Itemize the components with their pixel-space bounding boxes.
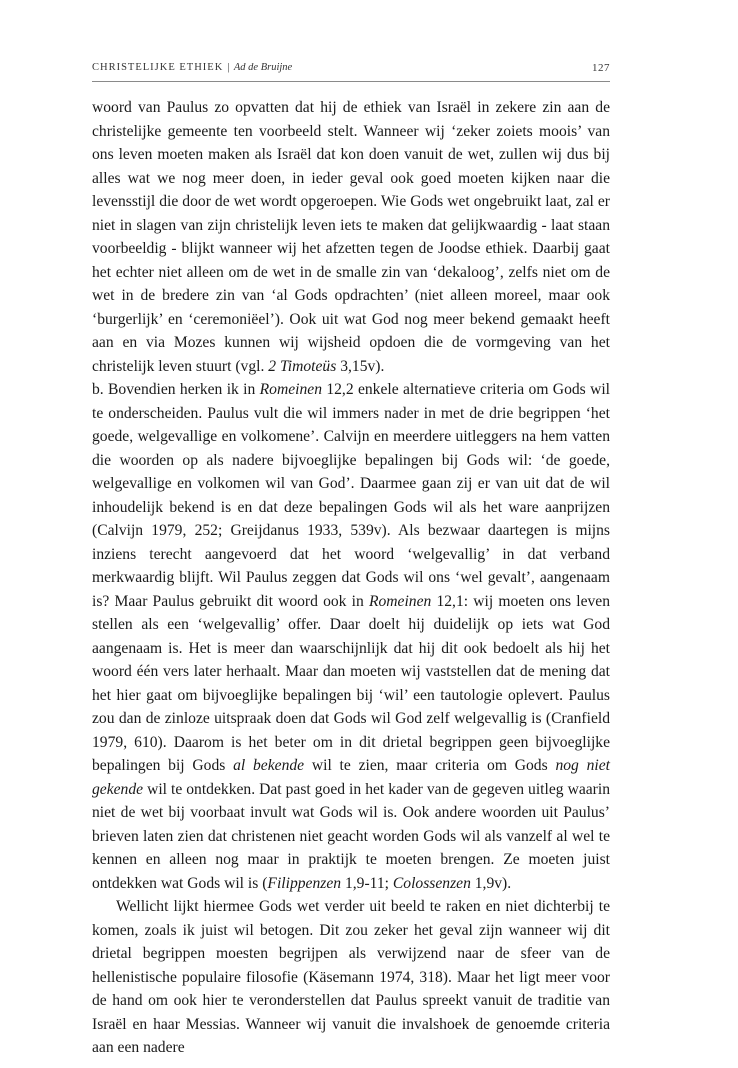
text-run: wil te ontdekken. Dat past goed in het kader van de gegeven uitleg waarin niet de wet bij voorbaat invult wat Gods wil is. Ook andere woorden uit Paulus’ brieven laten zien dat christenen niet geacht worden Gods wil als vanzelf al wel te kennen en alleen nog maar in praktijk te moeten brengen. Ze moeten juist ontdekken wat Gods wil is (: [92, 780, 610, 892]
book-reference: Filippenzen: [267, 874, 342, 892]
text-run: 1,9v).: [470, 874, 512, 892]
paragraph-scripture-wisdom: [92, 96, 610, 378]
book-reference: Romeinen: [259, 381, 322, 398]
text-run: wil te zien, maar criteria om Gods: [304, 757, 556, 774]
running-header: [92, 62, 610, 78]
emphasis: al bekende: [233, 757, 305, 774]
header-rule: [92, 81, 610, 82]
paragraph-tradition: [92, 895, 610, 1060]
body-text: [92, 96, 610, 1060]
book-title: CHRISTELIJKE ETHIEK: [92, 62, 224, 73]
text-run: 3,15v).: [336, 357, 385, 375]
text-run: b. Bovendien herken ik in: [92, 381, 260, 398]
paragraph-criteria: [92, 378, 610, 895]
header-separator: |: [227, 62, 230, 73]
text-run: 12,1: wij moeten ons leven stellen als een ‘welgevallig’ offer. Daar doelt hij duidelijk op iets wat God aangenaam is. Het is meer dan waarschijnlijk dat hij dit ook bedoelt als hij het woord één vers later herhaalt. Maar dan moeten wij vaststellen dat de mening dat het hier gaat om bijvoeglijke bepalingen bij ‘wil’ een tautologie oplevert. Paulus zou dan de zinloze uitspraak doen dat Gods wil God zelf welgevallig is (Cranfield 1979, 610). Daarom is het beter om in dit drietal begrippen geen bijvoeglijke bepalingen bij Gods: [92, 592, 610, 774]
text-run: 1,9-11;: [341, 874, 393, 892]
book-reference: Romeinen: [368, 592, 432, 610]
page-number: 127: [592, 62, 610, 74]
book-reference: Colossenzen: [392, 874, 471, 892]
text-run: 12,2 enkele alternatieve criteria om Gods wil te onderscheiden. Paulus vult die wil immers nader in met de drie begrippen ‘het goede, welgevallige en volkomene’. Calvijn en meerdere uitleggers na hem vatten die woorden op als nadere bijvoeglijke bepalingen bij Gods wil: ‘de goede, welgevallige en volkomen wil van God’. Daarmee gaan zij er van uit dat de wil inhoudelijk bekend is en dat deze bepalingen Gods wil als het ware aanprijzen (Calvijn 1979, 252; Greijdanus 1933, 539v). Als bezwaar daartegen is mijns inziens terecht aangevoerd dat het woord ‘welgevallig’ in dat verband merkwaardig blijft. Wil Paulus zeggen dat Gods wil ons ‘wel gevalt’, aangenaam is? Maar Paulus gebruikt dit woord ook in: [92, 381, 610, 610]
emphasis: nog niet gekende: [92, 757, 610, 798]
author-name: Ad de Bruijne: [233, 62, 293, 73]
text-run: woord van Paulus zo opvatten dat hij de ethiek van Israël in zekere zin aan de christelijke gemeente ten voorbeeld stelt. Wanneer wij ‘zeker zoiets moois’ van ons leven moeten maken als Israël dat kon doen vanuit de wet, zullen wij dus bij alles wat we nog meer doen, in ieder geval ook goed moeten kijken naar die levensstijl die door de wet wordt opgeroepen. Wie Gods wet ongebruikt laat, zal er niet in slagen van zijn christelijk leven iets te maken dat gelijkwaardig - laat staan voorbeeldig - blijkt wanneer wij het afzetten tegen de Joodse ethiek. Daarbij gaat het echter niet alleen om de wet in de smalle zin van ‘dekaloog’, zelfs niet om de wet in de bredere zin van ‘al Gods opdrachten’ (niet alleen moreel, maar ook ‘burgerlijk’ en ‘ceremoniëel’). Ook uit wat God nog meer bekend gemaakt heeft aan en via Mozes kunnen wij wijsheid opdoen die de vormgeving van het christelijk leven stuurt (vgl.: [92, 99, 610, 375]
text-run: Wellicht lijkt hiermee Gods wet verder uit beeld te raken en niet dichterbij te komen, zoals ik juist wil betogen. Dit zou zeker het geval zijn wanneer wij dit drietal begrippen moesten begrijpen als verwijzend naar de sfeer van de hellenistische populaire filosofie (Käsemann 1974, 318). Maar het ligt meer voor de hand om ook hier te veronderstellen dat Paulus spreekt vanuit de traditie van Israël en haar Messias. Wanneer wij vanuit die invalshoek de genoemde criteria aan een nadere: [92, 898, 610, 1056]
book-reference: 2 Timoteüs: [268, 357, 337, 375]
